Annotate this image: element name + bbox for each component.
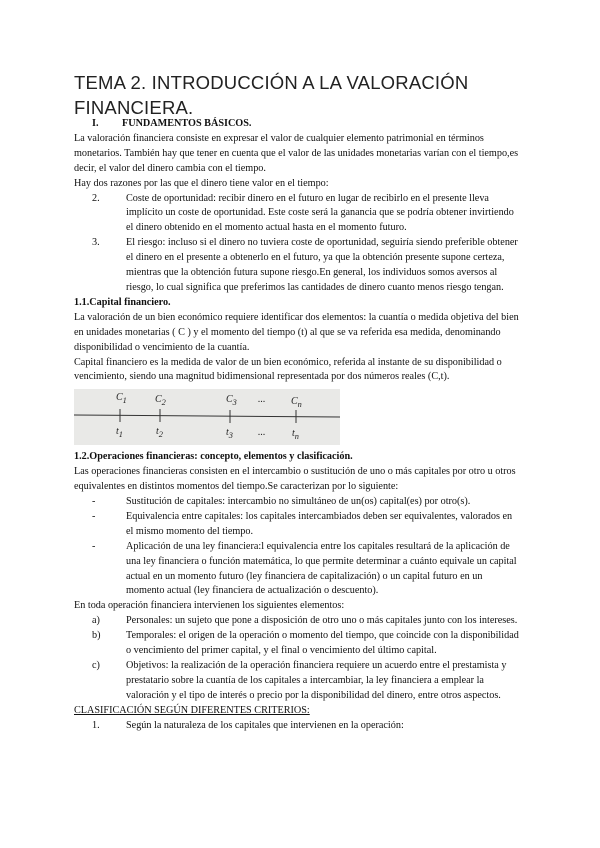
capital-label: $C_1$: [116, 392, 127, 406]
list-item-text: Equivalencia entre capitales: los capitales intercambiados deben ser equivalentes, valorados en el mismo momento del tiempo.: [126, 510, 513, 537]
list-item-text: Sustitución de capitales: intercambio no simultáneo de un(os) capital(es) por otro(s).: [126, 496, 471, 508]
paragraph-elements-intro: En toda operación financiera intervienen los siguientes elementos:: [74, 600, 345, 612]
list-item-text: El riesgo: incluso si el dinero no tuviera coste de oportunidad, seguiría siendo preferible obtener el dinero en el presente a obtenerlo en el futuro, ya que la obtención presente supone certeza, mientras que la obtención futura supone riesgo.En general, los individuos somos aversos al riesgo, lo cual significa que preferimos las cantidades de dinero cuanto menos riesgo tengan.: [126, 237, 518, 293]
timeline-axis: [74, 415, 340, 417]
list-item: [74, 629, 522, 659]
ellipsis-label: ...: [258, 394, 266, 406]
list-marker: b): [92, 630, 101, 642]
list-item-text: Según la naturaleza de los capitales que intervienen en la operación:: [126, 719, 404, 731]
page-title: TEMA 2. INTRODUCCIÓN A LA VALORACIÓN FINANCIERA.: [74, 72, 469, 118]
subsection-heading-operaciones: 1.2.Operaciones financieras: concepto, elementos y clasificación.: [74, 451, 353, 463]
section-number: I.: [92, 118, 99, 129]
section-heading-fundamentos: [74, 117, 522, 132]
list-item: [74, 659, 522, 704]
paragraph-capital-2: Capital financiero es la medida de valor de un bien económico, referida al instante de su disponibilidad o vencimiento, siendo una magnitud bidimensional representada por dos números reales (C,t).: [74, 356, 502, 383]
capital-label: $C_n$: [291, 396, 302, 410]
list-item: [74, 510, 522, 540]
time-label: $t_n$: [292, 428, 299, 442]
list-marker: a): [92, 615, 100, 627]
list-item-text: Temporales: el origen de la operación o momento del tiempo, que coincide con la disponibilidad o vencimiento del primer capital, y el final o vencimiento del último capital.: [126, 630, 519, 657]
list-item: [74, 495, 522, 510]
capital-label: $C_3$: [226, 394, 237, 408]
document-body: [74, 117, 522, 734]
time-label: $t_1$: [116, 426, 123, 440]
list-marker: -: [92, 540, 96, 552]
list-marker: 2.: [92, 192, 100, 204]
subsection-heading-capital: 1.1.Capital financiero.: [74, 296, 171, 308]
list-item: [74, 192, 522, 237]
list-item-text: Aplicación de una ley financiera:l equivalencia entre los capitales resultará de la aplicación de una ley financiera o función matemática, lo que permite determinar a cuánto equivale un capital actual en un momento futuro (ley financiera de capitalización) o un capital futuro en un momento actual (ley financiera de actualización o descuento).: [126, 540, 517, 597]
paragraph-capital-1: La valoración de un bien económico requiere identificar dos elementos: la cuantía o medida objetiva del bien en unidades monetarias ( C ) y el momento del tiempo (t) al que se va referida esa medida, denominando disponibilidad o vencimiento de la cuantía.: [74, 311, 519, 353]
paragraph-operaciones: Las operaciones financieras consisten en el intercambio o sustitución de uno o más capitales por otro u otros equivalentes en distintos momentos del tiempo.Se caracterizan por lo siguiente:: [74, 466, 516, 493]
ellipsis-label: ...: [258, 427, 266, 439]
list-item-text: Objetivos: la realización de la operación financiera requiere un acuerdo entre el prestamista y prestatario sobre la cuantía de los capitales a intercambiar, la ley financiera a emplear la valoración y el tipo de interés o precio por la disponibilidad del dinero, entre otros aspectos.: [126, 660, 507, 701]
list-item: [74, 719, 522, 734]
timeline-figure: [74, 389, 340, 445]
list-item-text: Coste de oportunidad: recibir dinero en el futuro en lugar de recibirlo en el presente lleva implícito un coste de oportunidad. Este coste será la ganancia que se podría obtener invirtiendo el dinero obtenido en el momento actual hasta en el momento futuro.: [126, 192, 514, 234]
classification-heading: CLASIFICACIÓN SEGÚN DIFERENTES CRITERIOS:: [74, 704, 310, 716]
time-label: $t_3$: [226, 427, 233, 441]
list-item: [74, 540, 522, 600]
list-marker: 3.: [92, 237, 100, 249]
paragraph-intro: La valoración financiera consiste en expresar el valor de cualquier elemento patrimonial en términos monetarios. También hay que tener en cuenta que el valor de las unidades monetarias varían con el tiempo,es decir, el valor del dinero cambia con el tiempo.: [74, 132, 519, 174]
paragraph-reasons-intro: Hay dos razones por las que el dinero tiene valor en el tiempo:: [74, 177, 329, 189]
list-item: [74, 614, 522, 629]
list-item-text: Personales: un sujeto que pone a disposición de otro uno o más capitales junto con los intereses.: [126, 615, 518, 627]
list-marker: c): [92, 660, 100, 671]
list-marker: -: [92, 510, 96, 522]
time-label: $t_2$: [156, 426, 163, 440]
capital-label: $C_2$: [155, 394, 166, 408]
list-marker: 1.: [92, 719, 100, 731]
list-marker: -: [92, 496, 96, 508]
list-item: [74, 236, 522, 296]
section-heading-text: FUNDAMENTOS BÁSICOS.: [122, 118, 252, 129]
